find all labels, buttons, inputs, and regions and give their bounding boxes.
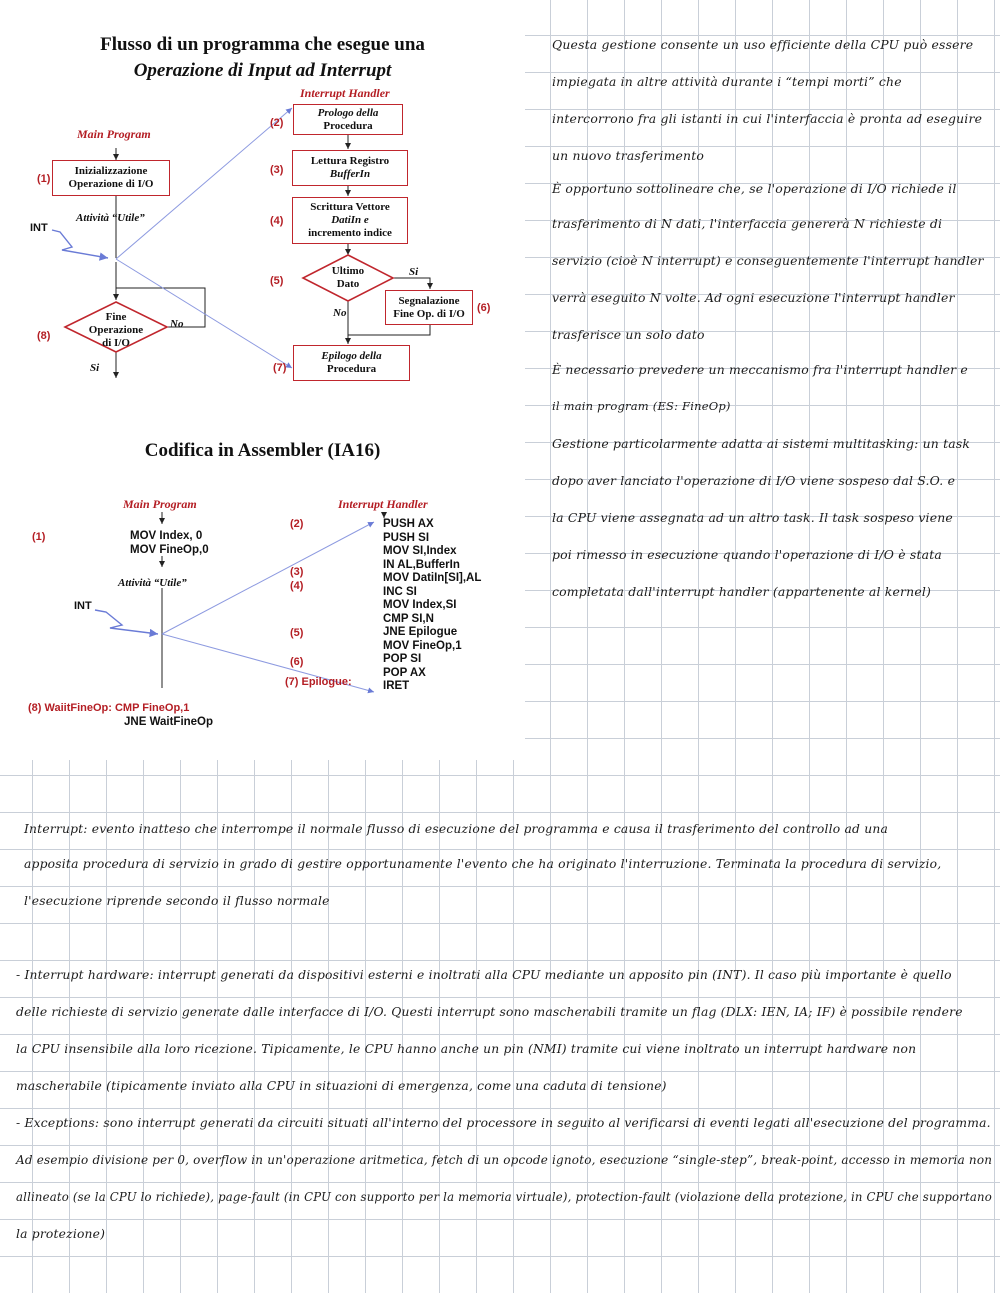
epilogo-line-2: Procedura <box>326 363 377 375</box>
asm-step-7: (7) Epilogue: <box>285 676 352 688</box>
wait-jne: JNE WaitFineOp <box>124 716 214 728</box>
flow-slide <box>0 0 525 420</box>
epilogo-box <box>293 345 410 381</box>
lettura-line-2: BufferIn <box>329 168 371 180</box>
init-box <box>52 160 170 196</box>
note-line: il main program (ES: FineOp) <box>552 399 731 413</box>
note-line: È necessario prevedere un meccanismo fra l'interrupt handler e <box>552 362 968 377</box>
handler-line-13: IRET <box>383 680 410 692</box>
note-line: Interrupt: evento inatteso che interrompe il normale flusso di esecuzione del programma e causa il trasferimento del controllo ad una <box>24 822 888 836</box>
fine-line-3: di I/O <box>102 337 130 349</box>
step-4: (4) <box>270 215 284 227</box>
note-line: verrà eseguito N volte. Ad ogni esecuzione l'interrupt handler <box>552 290 955 305</box>
note-line: poi rimesso in esecuzione quando l'operazione di I/O è stata <box>552 547 942 562</box>
step-1: (1) <box>37 173 51 185</box>
prologo-box <box>293 104 403 135</box>
note-line: - Interrupt hardware: interrupt generati da dispositivi esterni e inoltrati alla CPU mediante un apposito pin (INT). Il caso più importante è quello <box>16 968 952 982</box>
handler-line-1: PUSH AX <box>383 518 434 530</box>
prologo-line-2: Procedura <box>323 119 373 132</box>
step-8: (8) <box>37 330 51 342</box>
main-program-label: Main Program <box>77 127 151 141</box>
note-line: delle richieste di servizio generate dalle interfacce di I/O. Questi interrupt sono mascherabili tramite un flag (DLX: IEN, IA; IF) è possibile rendere <box>16 1005 963 1019</box>
asm-step-5: (5) <box>290 627 304 639</box>
note-line: la CPU insensibile alla loro ricezione. Tipicamente, le CPU hanno anche un pin (NMI) tramite cui viene inoltrato un interrupt hardware non <box>16 1042 917 1056</box>
note-line: È opportuno sottolineare che, se l'operazione di I/O richiede il <box>552 181 957 196</box>
note-line: intercorrono fra gli istanti in cui l'interfaccia è pronta ad eseguire <box>552 111 983 126</box>
handler-line-3: MOV SI,Index <box>383 545 457 557</box>
flow-subtitle: Operazione di Input ad Interrupt <box>133 60 392 81</box>
segnalazione-line-2: Fine Op. di I/O <box>393 307 465 320</box>
note-line: mascherabile (tipicamente inviato alla CPU in situazioni di emergenza, come una caduta di tensione) <box>16 1079 667 1093</box>
asm-main-program-label: Main Program <box>123 497 197 511</box>
interrupt-handler-label: Interrupt Handler <box>300 86 390 100</box>
handler-line-8: CMP SI,N <box>383 612 434 625</box>
asm-step-1: (1) <box>32 531 46 543</box>
lettura-box <box>292 150 408 186</box>
note-line: apposita procedura di servizio in grado di gestire opportunamente l'evento che ha originato l'interruzione. Terminata la procedura di servizio, <box>24 857 942 871</box>
handler-code <box>383 518 481 694</box>
note-line: dopo aver lanciato l'operazione di I/O viene sospeso dal S.O. e <box>552 473 956 488</box>
init-line-2: Operazione di I/O <box>68 178 154 190</box>
step-5: (5) <box>270 275 284 287</box>
step-3: (3) <box>270 164 284 176</box>
fine-operazione-text <box>76 311 156 350</box>
asm-title: Codifica in Assembler (IA16) <box>144 440 381 461</box>
asm-step-3: (3) <box>290 566 304 578</box>
step-7: (7) <box>273 362 287 374</box>
main-code-line-2: MOV FineOp,0 <box>130 543 209 556</box>
prologo-line-1: Prologo della <box>317 106 379 119</box>
asm-interrupt-handler-label: Interrupt Handler <box>338 497 428 511</box>
init-line-1: Inizializzazione <box>74 165 148 177</box>
note-line: trasferisce un solo dato <box>552 327 705 342</box>
note-line: allineato (se la CPU lo richiede), page-fault (in CPU con supporto per la memoria virtuale), protection-fault (violazione della protezione, in CPU che supportano <box>16 1190 992 1204</box>
no-branch-label: No <box>333 307 347 319</box>
scrittura-box <box>292 197 408 244</box>
fine-no-label: No <box>170 318 184 330</box>
asm-int-label: INT <box>74 600 92 612</box>
note-line: Gestione particolarmente adatta ai sistemi multitasking: un task <box>552 436 971 451</box>
step-2: (2) <box>270 117 284 129</box>
note-line: - Exceptions: sono interrupt generati da circuiti situati all'interno del processore in seguito al verificarsi di eventi legati all'esecuzione del programma. <box>16 1116 991 1130</box>
asm-slide <box>0 420 525 760</box>
handler-line-10: MOV FineOp,1 <box>383 639 462 652</box>
int-label: INT <box>30 222 48 234</box>
note-line: un nuovo trasferimento <box>552 148 705 163</box>
epilogo-line-1: Epilogo della <box>321 350 382 362</box>
ultimo-dato-text <box>318 265 378 291</box>
note-line: la CPU viene assegnata ad un altro task. Il task sospeso viene <box>552 510 953 525</box>
asm-step-8: (8) WaiitFineOp: CMP FineOp,1 <box>28 702 190 714</box>
note-line: Ad esempio divisione per 0, overflow in un'operazione aritmetica, fetch di un opcode ignoto, esecuzione “single-step”, break-point, accesso in memoria non <box>16 1153 993 1167</box>
note-line: trasferimento di N dati, l'interfaccia genererà N richieste di <box>552 216 943 231</box>
note-line: l'esecuzione riprende secondo il flusso normale <box>24 894 330 908</box>
scrittura-line-2: DatiIn e <box>331 214 369 226</box>
handler-line-9: JNE Epilogue <box>383 626 458 638</box>
main-code-line-1: MOV Index, 0 <box>130 530 203 542</box>
handler-line-12: POP AX <box>383 666 426 679</box>
ultimo-line-1: Ultimo <box>331 265 365 277</box>
ultimo-line-2: Dato <box>336 278 360 290</box>
handler-line-11: POP SI <box>383 653 422 665</box>
asm-step-4: (4) <box>290 580 304 592</box>
fine-si-label: Si <box>90 362 100 374</box>
handler-line-6: INC SI <box>383 585 417 598</box>
step-6: (6) <box>477 302 491 314</box>
flow-title: Flusso di un programma che esegue una <box>100 34 425 55</box>
lettura-line-1: Lettura Registro <box>310 155 390 167</box>
handler-line-7: MOV Index,SI <box>383 599 457 611</box>
note-line: Questa gestione consente un uso efficiente della CPU può essere <box>552 37 974 52</box>
attivita-utile-label: Attività “Utile” <box>76 212 145 224</box>
note-line: impiegata in altre attività durante i “tempi morti” che <box>552 74 902 89</box>
asm-attivita-utile-label: Attività “Utile” <box>118 577 187 589</box>
segnalazione-line-1: Segnalazione <box>398 294 460 307</box>
handler-line-4: IN AL,BufferIn <box>383 558 460 571</box>
fine-line-1: Fine <box>105 311 127 323</box>
main-code <box>130 530 209 557</box>
asm-step-6: (6) <box>290 656 304 668</box>
scrittura-line-3: incremento indice <box>308 227 392 239</box>
fine-line-2: Operazione <box>88 324 144 336</box>
si-branch-label: Si <box>409 266 419 278</box>
segnalazione-box <box>385 290 473 325</box>
handler-line-2: PUSH SI <box>383 531 430 544</box>
note-line: servizio (cioè N interrupt) e conseguentemente l'interrupt handler <box>552 253 984 268</box>
note-line: completata dall'interrupt handler (appartenente al kernel) <box>552 584 932 599</box>
scrittura-line-1: Scrittura Vettore <box>310 201 390 213</box>
handler-line-5: MOV DatiIn[SI],AL <box>383 572 482 584</box>
note-line: la protezione) <box>16 1227 106 1241</box>
asm-step-2: (2) <box>290 518 304 530</box>
